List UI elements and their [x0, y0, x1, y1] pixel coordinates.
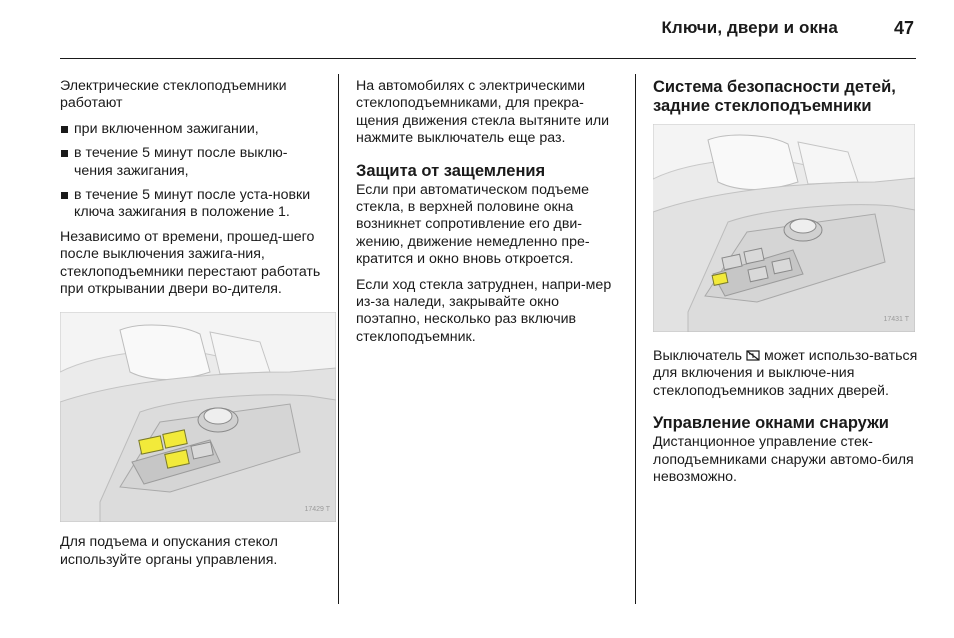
list-item: при включенном зажигании, — [60, 121, 326, 138]
rear-window-switch-drawing — [653, 124, 915, 332]
section-heading: Защита от защемления — [356, 161, 546, 180]
paragraph — [653, 348, 918, 400]
window-switch-illustration — [60, 312, 336, 522]
list-item: в течение 5 минут после выклю-чения зажигания, — [60, 145, 326, 180]
column-right — [653, 78, 918, 486]
figure-number: 17431 T — [883, 315, 909, 323]
paragraph: Если ход стекла затруднен, напри-мер из-за наледи, закрывайте окно поэтапно, несколько раз включив стеклоподъемник. — [356, 276, 612, 345]
list-item: в течение 5 минут после уста-новки ключа зажигания в положение 1. — [60, 187, 326, 222]
page-number: 47 — [893, 18, 914, 38]
conditions-list — [60, 121, 326, 222]
figure-number: 17429 T — [304, 506, 330, 514]
paragraph-end: может использо-ваться для включения и выключе-ния стеклоподъемников задних дверей. — [653, 348, 918, 399]
paragraph-start: Выключатель — [653, 348, 743, 364]
paragraph: Независимо от времени, прошед-шего после выключения зажига-ния, стеклоподъемники перестают работать при открывании двери во-дителя. — [60, 228, 321, 298]
column-middle — [356, 78, 622, 346]
column-divider-2 — [635, 74, 636, 604]
paragraph: На автомобилях с электрическими стеклоподъемниками, для прекра-щения движения стекла вытяните или нажмите выключатель еще раз. — [356, 78, 610, 147]
door-panel-drawing — [60, 312, 336, 522]
paragraph: Дистанционное управление стек-лоподъемниками снаружи автомо-биля невозможно. — [653, 434, 914, 486]
paragraph: Если при автоматическом подъеме стекла, в верхней половине окна возникнет сопротивление его дви-жению, движение немедленно пре-кратится и окно вновь откроется. — [356, 181, 590, 268]
child-lock-switch-illustration — [653, 124, 915, 332]
header-divider — [60, 58, 916, 59]
section-heading: Управление окнами снаружи — [653, 414, 889, 433]
section-heading: Система безопасности детей, задние стеклоподъемники — [653, 78, 896, 115]
column-divider-1 — [338, 74, 339, 604]
figure-caption: Для подъема и опускания стекол используйте органы управления. — [60, 534, 278, 568]
child-lock-window-icon — [746, 349, 760, 361]
column-left — [60, 78, 330, 569]
section-title: Ключи, двери и окна — [661, 18, 838, 37]
intro-text: Электрические стеклоподъемники работают — [60, 78, 287, 112]
